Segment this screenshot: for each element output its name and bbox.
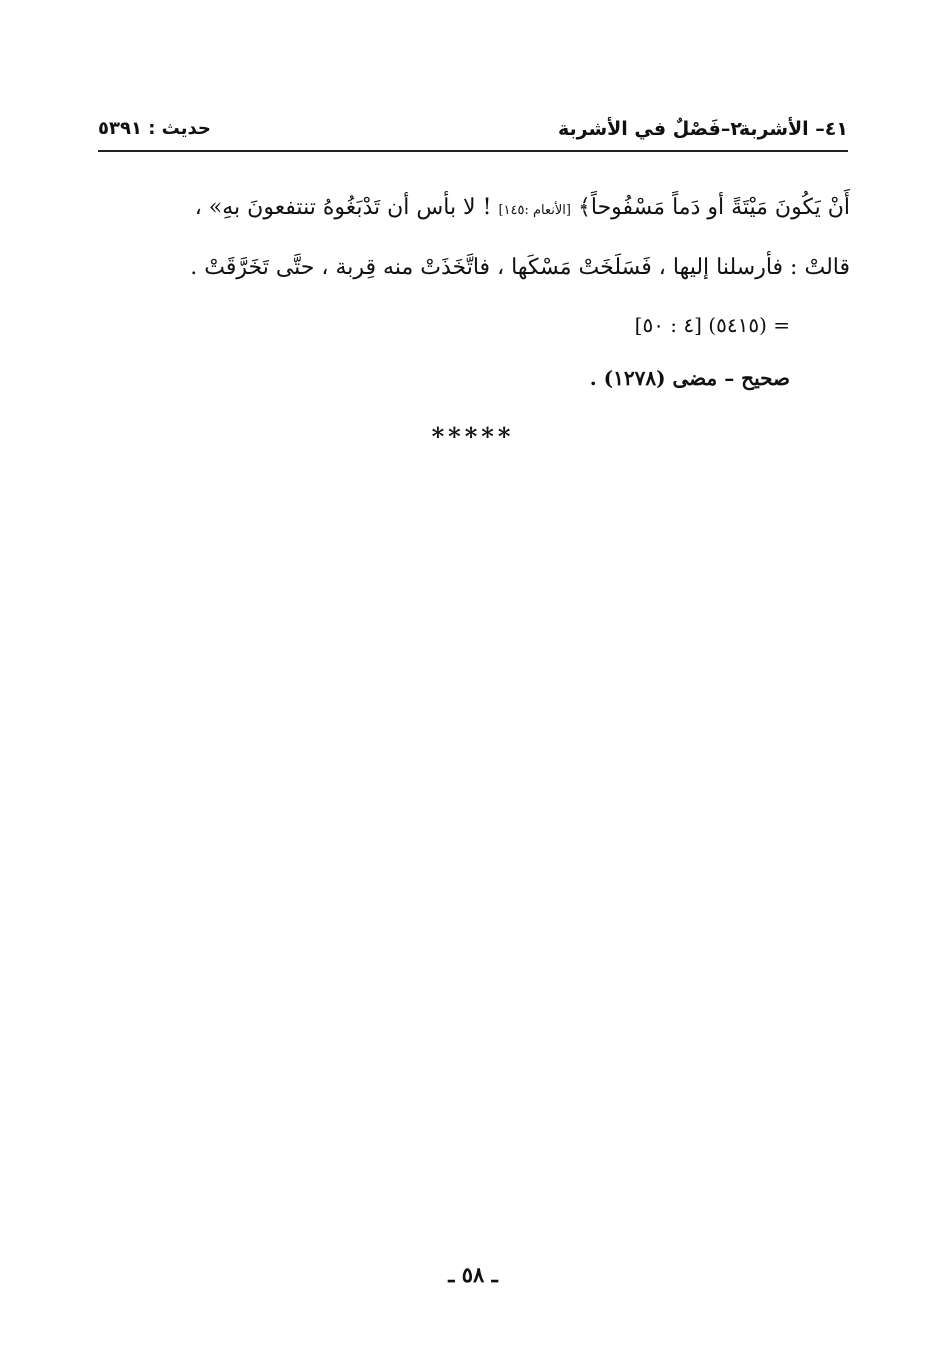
- cross-reference: = (٥٤١٥) [٤ : ٥٠]: [634, 313, 790, 337]
- page-header: [98, 112, 848, 152]
- chapter-title: ٢–فَصْلٌ في الأشربة: [558, 118, 742, 140]
- book-title: ٤١– الأشربة: [738, 118, 848, 140]
- text-line-2: قالتْ : فأرسلنا إليها ، فَسَلَخَتْ مَسْكَها ، فاتَّخَذَتْ منه قِربة ، حتَّى تَخَرَّقَتْ .: [190, 255, 850, 280]
- page-number: ـ ٥٨ ـ: [448, 1262, 498, 1287]
- text-continuation: ! لا بأس أن تَدْبَغُوهُ تنتفعونَ بهِ» ،: [194, 195, 492, 220]
- hadith-number: حديث : ٥٣٩١: [98, 118, 211, 139]
- quran-quote: أَنْ يَكُونَ مَيْتَةً أو دَماً مَسْفُوحاً﴾: [577, 195, 850, 220]
- text-line-1: [98, 195, 850, 220]
- hadith-grade: صحيح – مضى (١٢٧٨) .: [589, 366, 790, 390]
- quran-reference: [الأنعام :١٤٥]: [498, 203, 571, 218]
- section-separator: *****: [431, 422, 515, 451]
